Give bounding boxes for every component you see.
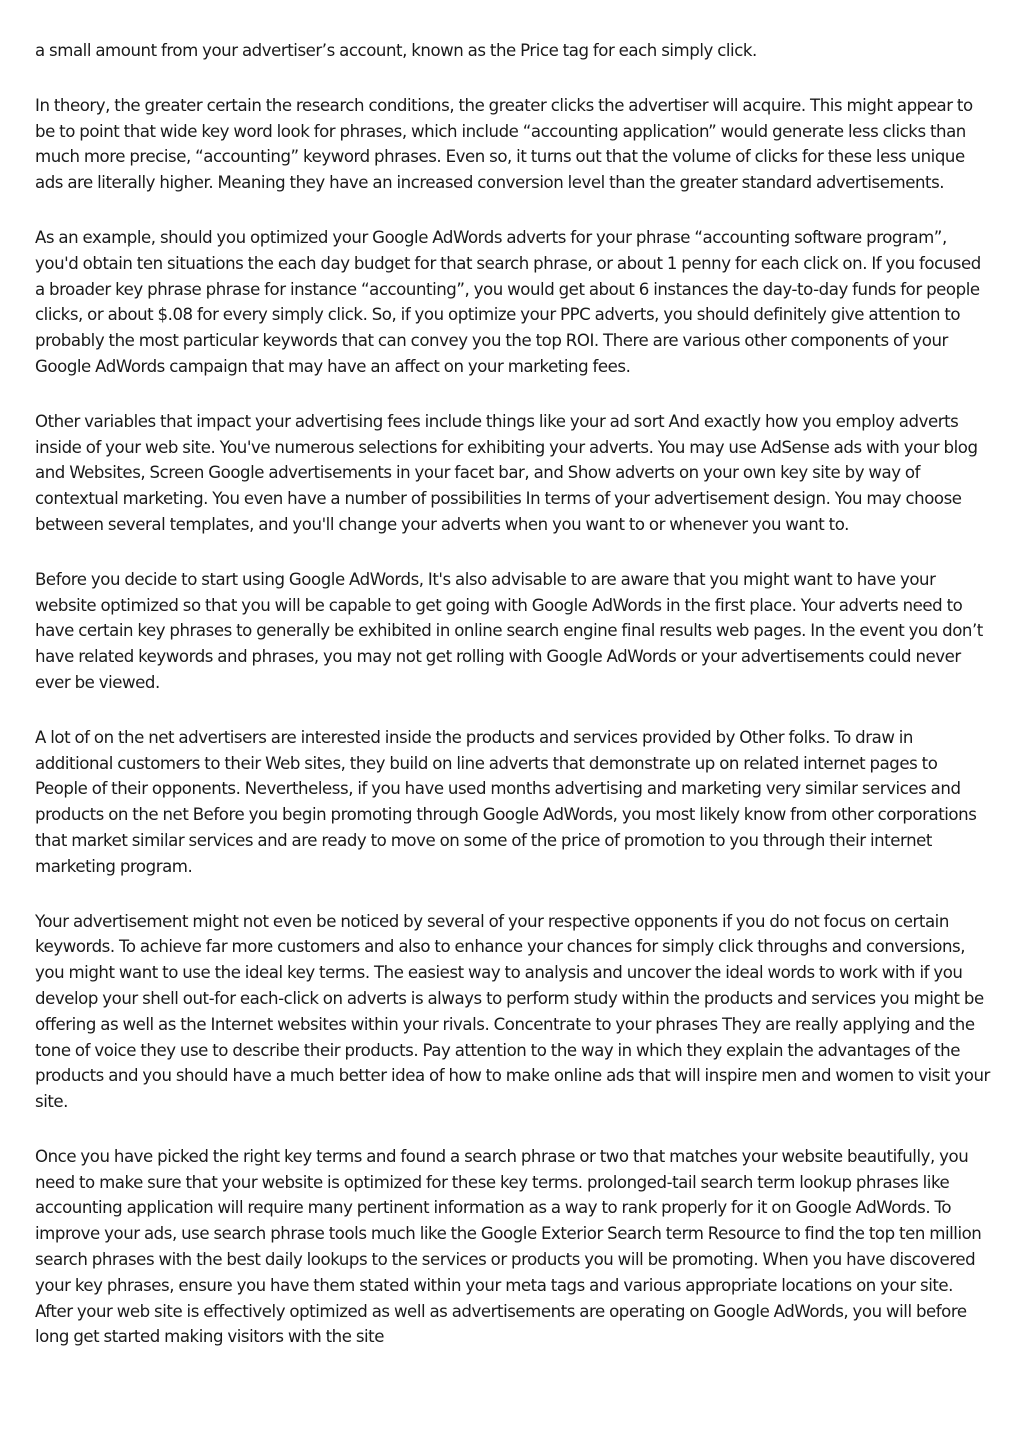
paragraph-8: Once you have picked the right key terms and found a search phrase or two that matches your website beautifully, you need to make sure that your website is optimized for these key terms. prolonged-tail search term lookup phrases like accounting application will require many pertinent information as a way to rank properly for it on Google AdWords. To improve your ads, use search phrase tools much like the Google Exterior Search term Resource to find the top ten million search phrases with the best daily lookups to the services or products you will be promoting. When you have discovered your key phrases, ensure you have them stated within your meta tags and various appropriate locations on your site. After your web site is effectively optimized as well as advertisements are operating on Google AdWords, you will before long get started making visitors with the site (35, 1146, 982, 1347)
paragraph-6: A lot of on the net advertisers are interested inside the products and services provided by Other folks. To draw in additional customers to their Web sites, they build on line adverts that demonstrate up on related internet pages to People of their opponents. Nevertheless, if you have used months advertising and marketing very similar services and products on the net Before you begin promoting through Google AdWords, you most likely know from other corporations that market similar services and are ready to move on some of the price of promotion to you through their internet marketing program. (35, 727, 977, 876)
document-body (35, 38, 993, 1379)
paragraph-1: a small amount from your advertiser’s account, known as the Price tag for each simply click. (35, 41, 757, 60)
paragraph-5: Before you decide to start using Google AdWords, It's also advisable to are aware that you might want to have your website optimized so that you will be capable to get going with Google AdWords in the first place. Your adverts need to have certain key phrases to generally be exhibited in online search engine final results web pages. In the event you don’t have related keywords and phrases, you may not get rolling with Google AdWords or your advertisements could never ever be viewed. (35, 569, 983, 692)
paragraph-4: Other variables that impact your advertising fees include things like your ad sort And exactly how you employ adverts inside of your web site. You've numerous selections for exhibiting your adverts. You may use AdSense ads with your blog and Websites, Screen Google advertisements in your facet bar, and Show adverts on your own key site by way of contextual marketing. You even have a number of possibilities In terms of your advertisement design. You may choose between several templates, and you'll change your adverts when you want to or whenever you want to. (35, 411, 978, 534)
paragraph-2: In theory, the greater certain the research conditions, the greater clicks the advertiser will acquire. This might appear to be to point that wide key word look for phrases, which include “accounting application” would generate less clicks than much more precise, “accounting” keyword phrases. Even so, it turns out that the volume of clicks for these less unique ads are literally higher. Meaning they have an increased conversion level than the greater standard advertisements. (35, 95, 973, 193)
paragraph-3: As an example, should you optimized your Google AdWords adverts for your phrase “accounting software program”, you'd obtain ten situations the each day budget for that search phrase, or about 1 penny for each click on. If you focused a broader key phrase phrase for instance “accounting”, you would get about 6 instances the day-to-day funds for people clicks, or about $.08 for every simply click. So, if you optimize your PPC adverts, you should definitely give attention to probably the most particular keywords that can convey you the top ROI. There are various other components of your Google AdWords campaign that may have an affect on your marketing fees. (35, 227, 981, 376)
paragraph-7: Your advertisement might not even be noticed by several of your respective opponents if you do not focus on certain keywords. To achieve far more customers and also to enhance your chances for simply click throughs and conversions, you might want to use the ideal key terms. The easiest way to analysis and uncover the ideal words to work with if you develop your shell out-for each-click on adverts is always to perform study within the products and services you might be offering as well as the Internet websites within your rivals. Concentrate to your phrases They are really applying and the tone of voice they use to describe their products. Pay attention to the way in which they explain the advantages of the products and you should have a much better idea of how to make online ads that will inspire men and women to visit your site. (35, 911, 990, 1112)
